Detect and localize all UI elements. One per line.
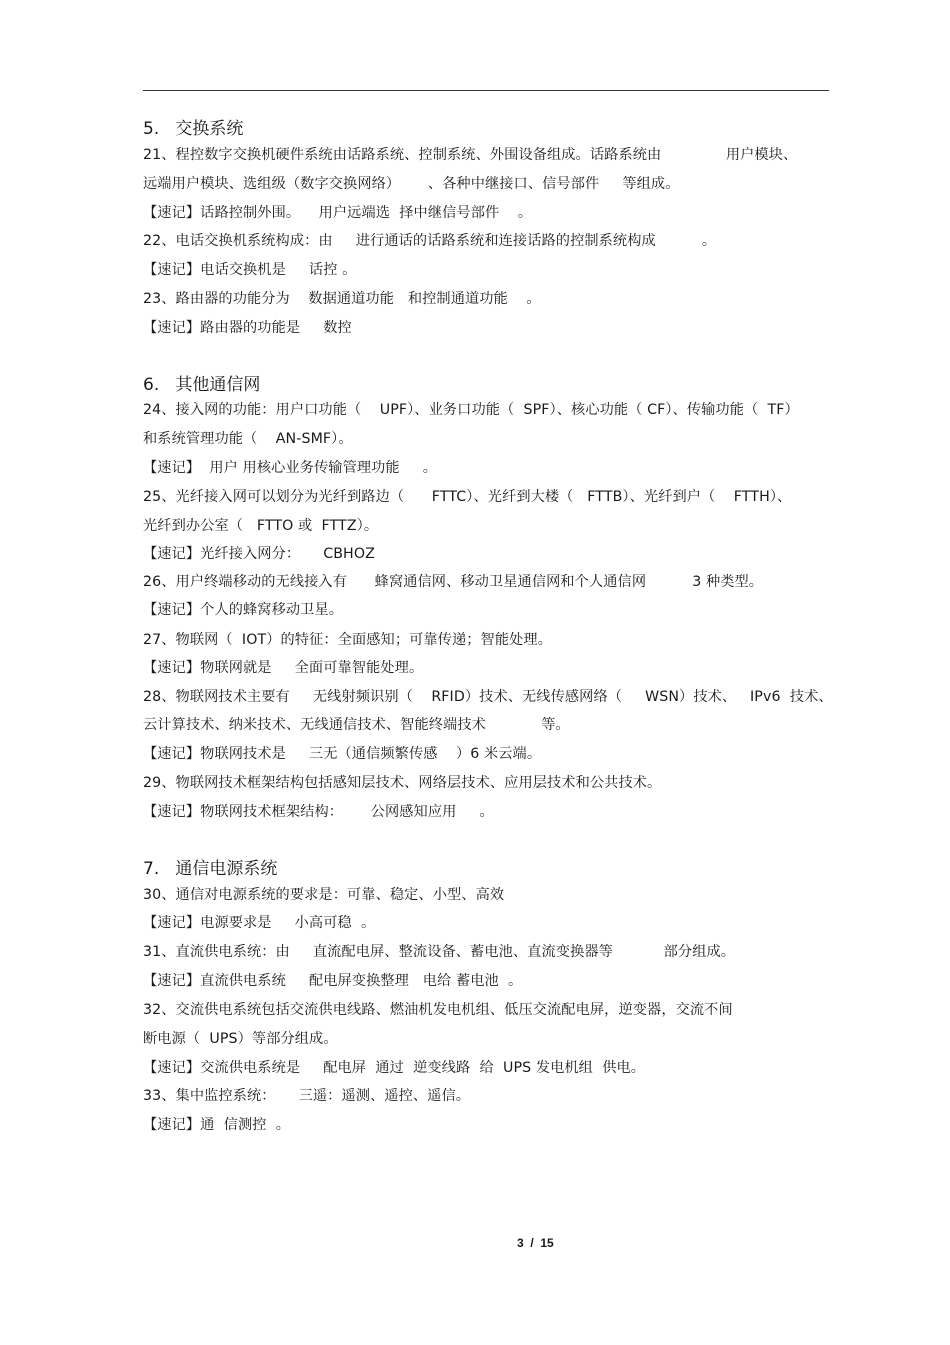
text-line: 28、物联网技术主要有 无线射频识别（ RFID）技术、无线传感网络（ WSN）技术、 IPv6 技术、 — [143, 689, 833, 705]
text-line: 33、集中监控系统： 三遥：遥测、遥控、遥信。 — [143, 1088, 471, 1104]
memo-line: 【速记】电话交换机是 话控 。 — [143, 262, 357, 278]
text-line: 云计算技术、纳米技术、无线通信技术、智能终端技术 等。 — [143, 717, 570, 733]
memo-line: 【速记】物联网技术框架结构： 公网感知应用 。 — [143, 804, 494, 820]
memo-line: 【速记】话路控制外围。 用户远端选 择中继信号部件 。 — [143, 205, 532, 221]
text-line: 21、程控数字交换机硬件系统由话路系统、控制系统、外围设备组成。话路系统由 用户模块、 — [143, 147, 798, 163]
text-line: 32、交流供电系统包括交流供电线路、燃油机发电机组、低压交流配电屏，逆变器，交流不间 — [143, 1002, 733, 1018]
memo-line: 【速记】电源要求是 小高可稳 。 — [143, 915, 376, 931]
memo-line: 【速记】个人的蜂窝移动卫星。 — [143, 602, 344, 618]
text-line: 远端用户模块、选组级（数字交换网络） 、各种中继接口、信号部件 等组成。 — [143, 176, 680, 192]
section-heading: 6. 其他通信网 — [143, 375, 261, 395]
memo-line: 【速记】路由器的功能是 数控 — [143, 320, 352, 336]
text-line: 25、光纤接入网可以划分为光纤到路边（ FTTC）、光纤到大楼（ FTTB）、光纤到户（ FTTH）、 — [143, 489, 792, 505]
text-line: 23、路由器的功能分为 数据通道功能 和控制通道功能 。 — [143, 291, 541, 307]
text-line: 26、用户终端移动的无线接入有 蜂窝通信网、移动卫星通信网和个人通信网 3 种类型。 — [143, 574, 764, 590]
header-rule — [143, 90, 829, 91]
text-line: 和系统管理功能（ AN-SMF）。 — [143, 431, 353, 447]
section-heading: 7. 通信电源系统 — [143, 859, 278, 879]
section-heading: 5. 交换系统 — [143, 119, 244, 139]
text-line: 30、通信对电源系统的要求是：可靠、稳定、小型、高效 — [143, 887, 505, 903]
memo-line: 【速记】物联网就是 全面可靠智能处理。 — [143, 660, 424, 676]
memo-line: 【速记】直流供电系统 配电屏变换整理 电给 蓄电池 。 — [143, 973, 523, 989]
text-line: 24、接入网的功能：用户口功能（ UPF）、业务口功能（ SPF）、核心功能（ CF）、传输功能（ TF） — [143, 402, 799, 418]
text-line: 22、电话交换机系统构成：由 进行通话的话路系统和连接话路的控制系统构成 。 — [143, 233, 717, 249]
text-line: 29、物联网技术框架结构包括感知层技术、网络层技术、应用层技术和公共技术。 — [143, 775, 662, 791]
memo-line: 【速记】交流供电系统是 配电屏 通过 逆变线路 给 UPS 发电机组 供电。 — [143, 1060, 646, 1076]
memo-line: 【速记】通 信测控 。 — [143, 1117, 291, 1133]
page-number: 3 / 15 — [517, 1236, 554, 1250]
text-line: 光纤到办公室（ FTTO 或 FTTZ）。 — [143, 518, 379, 534]
memo-line: 【速记】物联网技术是 三无（通信频繁传感 ）6 米云端。 — [143, 746, 542, 762]
memo-line: 【速记】光纤接入网分： CBHOZ — [143, 546, 375, 562]
text-line: 断电源（ UPS）等部分组成。 — [143, 1031, 338, 1047]
text-line: 31、直流供电系统：由 直流配电屏、整流设备、蓄电池、直流变换器等 部分组成。 — [143, 944, 736, 960]
text-line: 27、物联网（ IOT）的特征：全面感知；可靠传递；智能处理。 — [143, 632, 552, 648]
memo-line: 【速记】 用户 用核心业务传输管理功能 。 — [143, 460, 438, 476]
